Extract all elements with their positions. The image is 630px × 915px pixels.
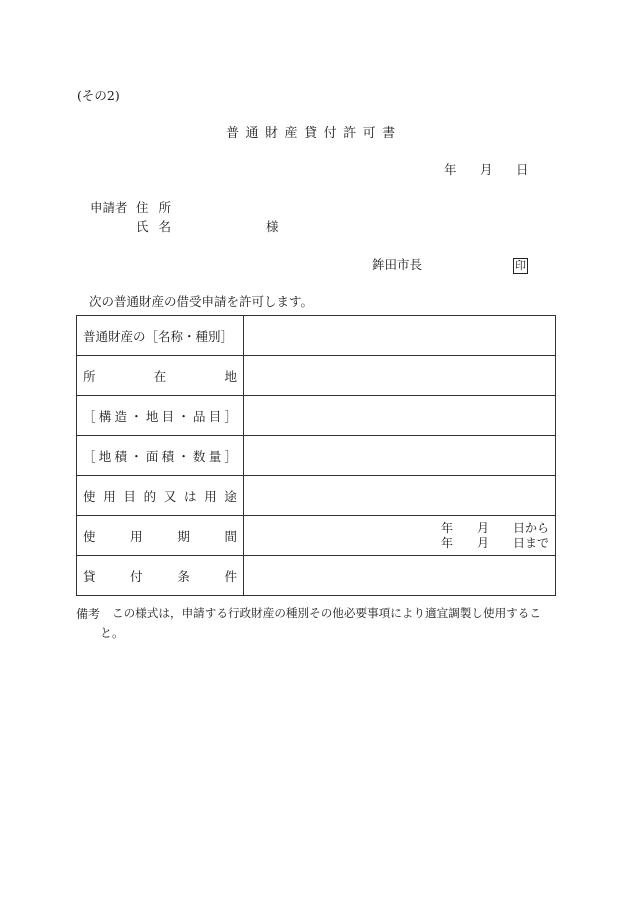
table-row bbox=[77, 356, 556, 396]
value-cell[interactable] bbox=[244, 396, 556, 436]
date-year-label: 年 bbox=[444, 162, 457, 177]
row-label-area: ［ 地 積 ・ 面 積 ・ 数 量 ］ bbox=[77, 436, 244, 476]
row-label-period: 使 用 期 間 bbox=[77, 516, 244, 556]
table-row bbox=[77, 436, 556, 476]
date-month-label: 月 bbox=[480, 162, 493, 177]
note-line-1: この様式は，申請する行政財産の種別その他必要事項により適宜調製し使用するこ bbox=[112, 606, 541, 620]
value-cell[interactable] bbox=[244, 316, 556, 356]
value-cell[interactable] bbox=[244, 356, 556, 396]
applicant-label: 申請者 bbox=[90, 200, 128, 215]
row-label-conditions: 貸 付 条 件 bbox=[77, 556, 244, 596]
row-label-property-name: 普通財産の［名称・種別］ bbox=[77, 316, 244, 356]
table-row bbox=[77, 396, 556, 436]
table-row bbox=[77, 316, 556, 356]
value-cell[interactable] bbox=[244, 436, 556, 476]
note-line-2: と。 bbox=[100, 626, 125, 640]
table-row bbox=[77, 516, 556, 556]
document-title: 普通財産貸付許可書 bbox=[226, 126, 402, 141]
value-cell[interactable] bbox=[244, 476, 556, 516]
note-label: 備考 bbox=[76, 607, 101, 621]
period-to: 年 月 日まで bbox=[440, 536, 549, 550]
intro-text: 次の普通財産の借受申請を許可します。 bbox=[89, 294, 314, 309]
form-table bbox=[76, 315, 556, 596]
table-row bbox=[77, 556, 556, 596]
row-label-structure: ［ 構 造 ・ 地 目 ・ 品 目 ］ bbox=[77, 396, 244, 436]
honorific: 様 bbox=[266, 219, 279, 234]
seal-mark: 印 bbox=[515, 259, 526, 272]
form-number: (その2) bbox=[77, 88, 120, 103]
value-cell[interactable] bbox=[244, 556, 556, 596]
period-cell[interactable] bbox=[244, 516, 556, 556]
name-label: 氏 名 bbox=[136, 219, 172, 234]
period-from: 年 月 日から bbox=[440, 521, 549, 535]
date-day-label: 日 bbox=[516, 162, 529, 177]
table-row bbox=[77, 476, 556, 516]
address-label: 住 所 bbox=[136, 200, 172, 215]
issuer-title: 鉾田市長 bbox=[372, 257, 423, 272]
row-label-purpose: 使 用 目 的 又 は 用 途 bbox=[77, 476, 244, 516]
row-label-location: 所 在 地 bbox=[77, 356, 244, 396]
